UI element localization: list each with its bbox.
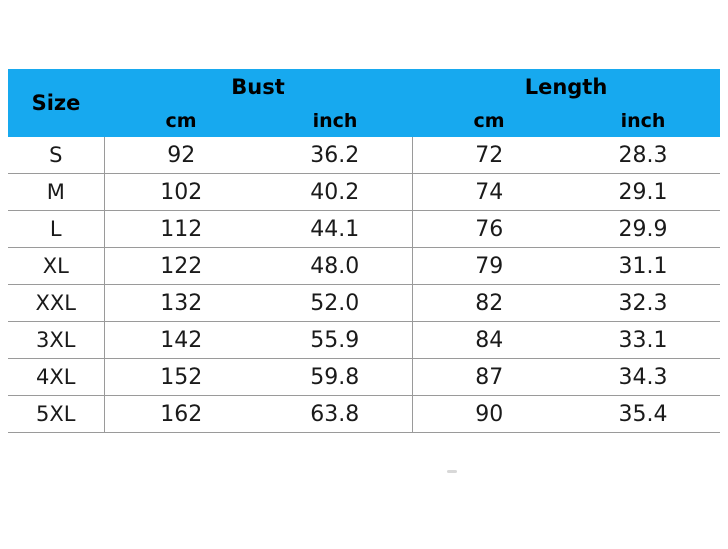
cell-size: XL: [8, 248, 104, 285]
cell-length-cm: 87: [412, 359, 566, 396]
cell-bust-cm: 132: [104, 285, 258, 322]
cell-length-inch: 35.4: [566, 396, 720, 433]
header-bust-cm: cm: [104, 105, 258, 137]
cell-bust-inch: 48.0: [258, 248, 412, 285]
size-chart-table: [8, 69, 720, 433]
cell-length-cm: 90: [412, 396, 566, 433]
cell-bust-inch: 36.2: [258, 137, 412, 174]
header-bust-inch: inch: [258, 105, 412, 137]
cell-bust-inch: 44.1: [258, 211, 412, 248]
table-row: [8, 137, 720, 174]
table-row: [8, 322, 720, 359]
cell-length-inch: 31.1: [566, 248, 720, 285]
table-body: [8, 137, 720, 433]
cell-length-inch: 29.9: [566, 211, 720, 248]
image-speck: [447, 470, 457, 473]
cell-length-inch: 32.3: [566, 285, 720, 322]
cell-bust-cm: 102: [104, 174, 258, 211]
cell-length-inch: 34.3: [566, 359, 720, 396]
size-chart-container: [8, 69, 720, 433]
cell-bust-cm: 152: [104, 359, 258, 396]
table-row: [8, 248, 720, 285]
cell-size: M: [8, 174, 104, 211]
table-row: [8, 211, 720, 248]
header-row-units: [8, 105, 720, 137]
cell-length-cm: 72: [412, 137, 566, 174]
table-row: [8, 285, 720, 322]
header-length-inch: inch: [566, 105, 720, 137]
header-size: Size: [8, 69, 104, 137]
header-length-cm: cm: [412, 105, 566, 137]
cell-length-cm: 84: [412, 322, 566, 359]
cell-length-cm: 74: [412, 174, 566, 211]
cell-length-inch: 29.1: [566, 174, 720, 211]
table-row: [8, 174, 720, 211]
cell-bust-inch: 40.2: [258, 174, 412, 211]
cell-bust-cm: 122: [104, 248, 258, 285]
cell-size: 4XL: [8, 359, 104, 396]
cell-bust-inch: 63.8: [258, 396, 412, 433]
cell-length-cm: 76: [412, 211, 566, 248]
cell-bust-cm: 142: [104, 322, 258, 359]
cell-bust-inch: 52.0: [258, 285, 412, 322]
cell-bust-cm: 162: [104, 396, 258, 433]
cell-bust-cm: 112: [104, 211, 258, 248]
cell-length-inch: 28.3: [566, 137, 720, 174]
cell-size: 3XL: [8, 322, 104, 359]
cell-length-cm: 82: [412, 285, 566, 322]
table-row: [8, 396, 720, 433]
cell-size: L: [8, 211, 104, 248]
table-row: [8, 359, 720, 396]
cell-bust-cm: 92: [104, 137, 258, 174]
cell-length-inch: 33.1: [566, 322, 720, 359]
header-row-groups: [8, 69, 720, 105]
cell-size: S: [8, 137, 104, 174]
cell-length-cm: 79: [412, 248, 566, 285]
table-header: [8, 69, 720, 137]
cell-bust-inch: 59.8: [258, 359, 412, 396]
cell-bust-inch: 55.9: [258, 322, 412, 359]
cell-size: 5XL: [8, 396, 104, 433]
header-group-length: Length: [412, 69, 720, 105]
cell-size: XXL: [8, 285, 104, 322]
header-group-bust: Bust: [104, 69, 412, 105]
